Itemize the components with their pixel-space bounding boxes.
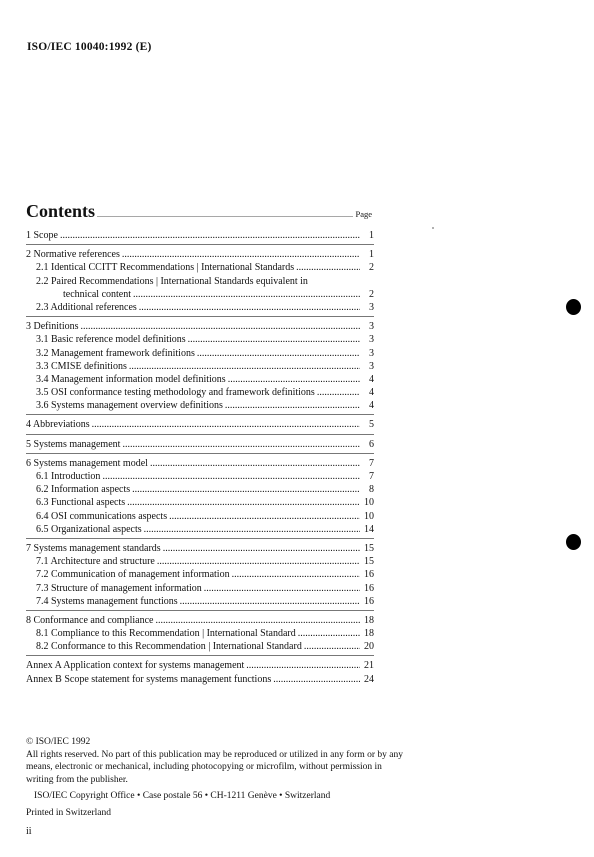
- toc-entry: [26, 510, 374, 523]
- leader-dots: [197, 347, 360, 360]
- section-divider: [26, 453, 374, 454]
- toc-entry-page: 3: [369, 301, 374, 313]
- leader-dots: [232, 568, 360, 581]
- toc-entry: [26, 555, 374, 568]
- toc-entry: [26, 261, 374, 274]
- toc-entry-page: 10: [364, 497, 374, 509]
- toc-entry-title: 8 Conformance and compliance: [26, 614, 154, 626]
- leader-dots: [127, 496, 360, 509]
- toc-entry: [26, 568, 374, 581]
- leader-dots: [157, 555, 360, 568]
- leader-dots: [296, 261, 360, 274]
- toc-entry-page: 16: [364, 569, 374, 581]
- toc-entry-page: 3: [369, 321, 374, 333]
- leader-dots: [317, 386, 360, 399]
- scan-speck: [432, 227, 434, 229]
- toc-entry: [26, 496, 374, 509]
- toc-entry-title: 1 Scope: [26, 230, 58, 241]
- punch-hole-mark: [566, 534, 581, 550]
- section-divider: [26, 316, 374, 317]
- page-number: ii: [26, 826, 32, 837]
- toc-entry-title: 3.6 Systems management overview definitions: [36, 400, 223, 412]
- leader-dots: [163, 542, 360, 555]
- toc-entry-title: 4 Abbreviations: [26, 419, 90, 431]
- section-divider: [26, 538, 374, 539]
- leader-dots: [132, 483, 360, 496]
- leader-dots: [129, 360, 360, 373]
- toc-entry-page: 15: [364, 542, 374, 554]
- toc-entry-title: 6.4 OSI communications aspects: [36, 510, 168, 522]
- copyright-block: [26, 736, 406, 820]
- toc-entry-page: 20: [364, 641, 374, 653]
- toc-entry: [26, 659, 374, 672]
- toc-entry-title: 8.2 Conformance to this Recommendation | International Standard: [36, 641, 302, 653]
- section-divider: [26, 414, 374, 415]
- leader-dots: [228, 373, 360, 386]
- toc-entry-page: 24: [364, 673, 374, 685]
- toc-entry-title: 6.1 Introduction: [36, 471, 101, 482]
- leader-dots: [188, 333, 360, 346]
- toc-entry-page: 1: [369, 230, 374, 241]
- leader-dots: [169, 510, 360, 523]
- leader-dots: [92, 418, 360, 431]
- toc-entry: [26, 333, 374, 346]
- toc-entry-page: 3: [369, 347, 374, 359]
- toc-entry: [26, 438, 374, 451]
- toc-entry: [26, 614, 374, 627]
- toc-entry: [26, 360, 374, 373]
- toc-entry-title: 7 Systems management standards: [26, 542, 161, 554]
- leader-dots: [122, 438, 360, 451]
- document-id-header: ISO/IEC 10040:1992 (E): [27, 41, 152, 53]
- toc-entry-title: 7.3 Structure of management information: [36, 582, 202, 594]
- rights-statement: All rights reserved. No part of this publication may be reproduced or utilized in any form or by any means, electronic or mechanical, including photocopying or microfilm, without permission in writing from the publisher.: [26, 749, 403, 785]
- toc-entry: [26, 542, 374, 555]
- toc-entry: [26, 595, 374, 608]
- toc-entry-page: 14: [364, 523, 374, 535]
- toc-entry-page: 6: [369, 438, 374, 450]
- toc-entry-title: 6.5 Organizational aspects: [36, 523, 142, 535]
- toc-entry-page: 1: [369, 249, 374, 261]
- copyright-line: © ISO/IEC 1992: [26, 737, 91, 747]
- toc-entry-page: 3: [369, 360, 374, 372]
- toc-entry-title: technical content: [63, 288, 132, 300]
- toc-entry: [26, 523, 374, 536]
- toc-entry-page: 4: [369, 373, 374, 385]
- leader-dots: [81, 320, 361, 333]
- toc-entry-page: 16: [364, 582, 374, 594]
- toc-entry-title: 6.2 Information aspects: [36, 484, 131, 496]
- toc-entry-title: 6.3 Functional aspects: [36, 497, 126, 509]
- toc-entry-page: 8: [369, 484, 374, 496]
- toc-entry-page: 18: [364, 628, 374, 640]
- punch-hole-mark: [566, 299, 581, 315]
- toc-entry-title: 2.3 Additional references: [36, 301, 137, 313]
- section-divider: [26, 244, 374, 245]
- toc-entry-page: 5: [369, 419, 374, 431]
- toc-entry-page: 4: [369, 387, 374, 399]
- section-divider: [26, 655, 374, 656]
- toc-entry-title: Annex A Application context for systems management: [26, 660, 245, 672]
- toc-entry-title: 3.4 Management information model definitions: [36, 373, 226, 385]
- toc-entry-title: 7.4 Systems management functions: [36, 595, 178, 607]
- toc-entry-page: 4: [369, 400, 374, 412]
- toc-entry-title: 6 Systems management model: [26, 457, 148, 469]
- toc-entry-title: 7.1 Architecture and structure: [36, 556, 155, 568]
- toc-entry-page: 2: [369, 288, 374, 300]
- toc-entry: [26, 248, 374, 261]
- toc-entry: [26, 470, 374, 483]
- toc-entry-title: 2.1 Identical CCITT Recommendations | International Standards: [36, 262, 295, 274]
- leader-dots: [304, 640, 360, 653]
- toc-entry: [26, 320, 374, 333]
- toc-entry-title: 2.2 Paired Recommendations | International Standards equivalent in: [36, 275, 308, 287]
- toc-entry-title: 8.1 Compliance to this Recommendation | International Standard: [36, 628, 296, 640]
- toc-entry-title: 3.5 OSI conformance testing methodology and framework definitions: [36, 387, 315, 399]
- toc-entry: [26, 275, 374, 288]
- leader-dots: [133, 288, 360, 301]
- toc-entry: [26, 347, 374, 360]
- toc-entry-page: 21: [364, 660, 374, 672]
- toc-entry: [26, 229, 374, 242]
- toc-entry-title: 3.1 Basic reference model definitions: [36, 334, 186, 346]
- table-of-contents: [26, 229, 374, 686]
- leader-dots: [204, 582, 360, 595]
- toc-entry-page: 16: [364, 595, 374, 607]
- toc-entry-title: Annex B Scope statement for systems management functions: [26, 673, 272, 685]
- leader-dots: [150, 457, 360, 470]
- toc-entry: [26, 640, 374, 653]
- toc-entry-page: 7: [369, 471, 374, 482]
- section-divider: [26, 610, 374, 611]
- toc-entry-page: 10: [364, 510, 374, 522]
- leader-dots: [273, 673, 360, 686]
- leader-dots: [246, 659, 360, 672]
- toc-entry-title: 3.2 Management framework definitions: [36, 347, 195, 359]
- toc-entry-page: 2: [369, 262, 374, 274]
- toc-entry: [26, 301, 374, 314]
- printed-in: Printed in Switzerland: [26, 807, 111, 818]
- page-column-label: Page: [355, 209, 372, 219]
- leader-dots: [298, 627, 360, 640]
- leader-dots: [180, 595, 360, 608]
- toc-entry: [26, 399, 374, 412]
- leader-dots: [60, 229, 360, 242]
- leader-dots: [102, 470, 360, 483]
- leader-dots: [139, 301, 360, 314]
- toc-entry-page: 7: [369, 457, 374, 469]
- toc-entry-title: 3 Definitions: [26, 321, 79, 333]
- toc-entry-title: 5 Systems management: [26, 438, 121, 450]
- toc-entry: [26, 483, 374, 496]
- leader-dots: [144, 523, 360, 536]
- toc-entry-page: 3: [369, 334, 374, 346]
- toc-entry: [26, 418, 374, 431]
- toc-entry-page: 18: [364, 614, 374, 626]
- toc-entry-title: 2 Normative references: [26, 249, 120, 261]
- leader-dots: [97, 210, 353, 219]
- leader-dots: [122, 248, 360, 261]
- toc-entry: [26, 457, 374, 470]
- leader-dots: [155, 614, 360, 627]
- toc-entry-page: 15: [364, 556, 374, 568]
- toc-entry: [26, 386, 374, 399]
- section-divider: [26, 434, 374, 435]
- contents-title: Contents: [26, 201, 96, 221]
- toc-entry: [26, 627, 374, 640]
- toc-entry: [26, 673, 374, 686]
- toc-entry: [26, 373, 374, 386]
- toc-entry-title: 3.3 CMISE definitions: [36, 360, 127, 372]
- leader-dots: [225, 399, 360, 412]
- toc-entry: [26, 288, 374, 301]
- contents-heading: [26, 201, 372, 222]
- toc-entry: [26, 582, 374, 595]
- copyright-office: ISO/IEC Copyright Office • Case postale 56 • CH-1211 Genève • Switzerland: [34, 791, 331, 802]
- toc-entry-title: 7.2 Communication of management information: [36, 569, 230, 581]
